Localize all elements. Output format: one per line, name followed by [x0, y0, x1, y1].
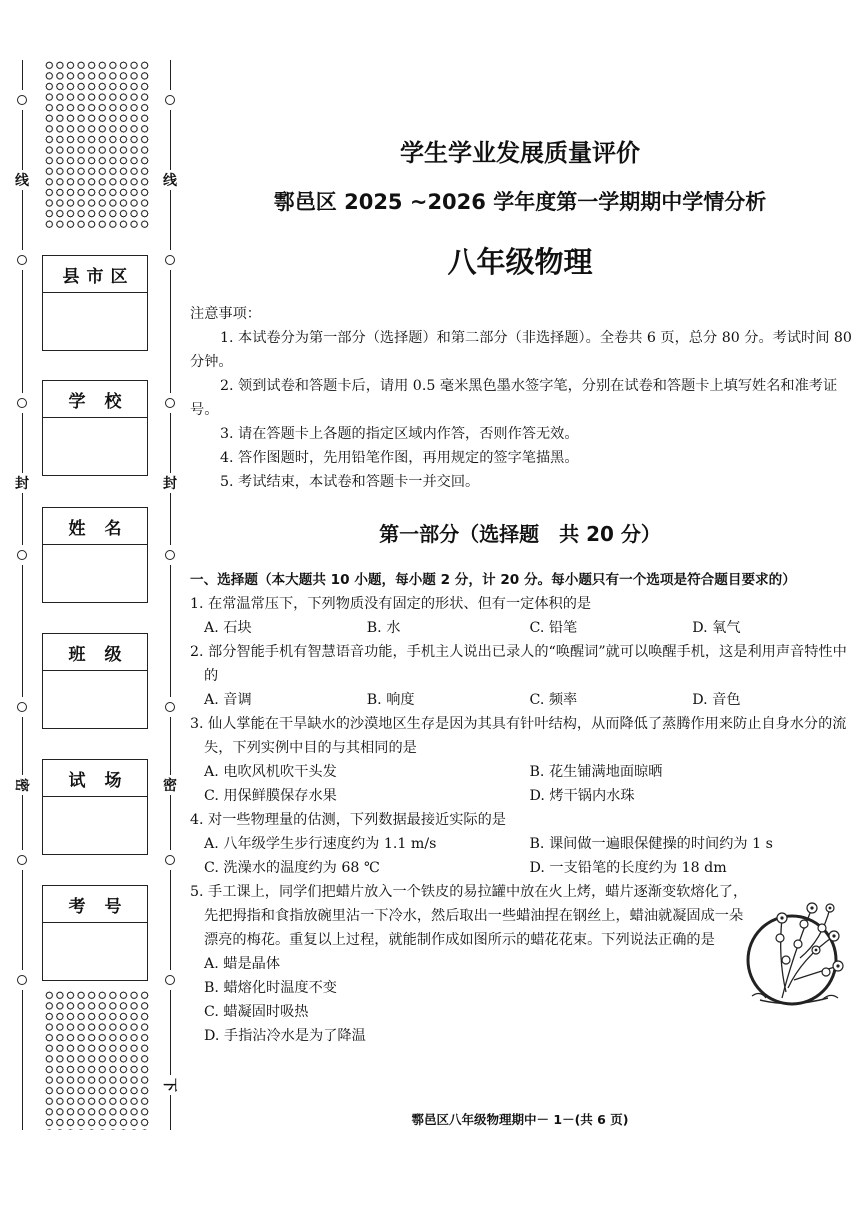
- option-a[interactable]: A. 八年级学生步行速度约为 1.1 m/s: [204, 836, 437, 852]
- binding-ring: [160, 545, 180, 565]
- question-1-stem: 1. 在常温常压下，下列物质没有固定的形状、但有一定体积的是: [190, 596, 592, 612]
- instructions: [190, 302, 855, 494]
- question-4-options-row1: [190, 832, 855, 856]
- option-b[interactable]: B. 响度: [366, 692, 415, 708]
- field-label-county-2: 市: [86, 266, 104, 287]
- binding-mark-secret-right: 密: [160, 775, 180, 795]
- option-b[interactable]: B. 蜡熔化时温度不变: [204, 980, 337, 996]
- instruction-item: 1. 本试卷分为第一部分（选择题）和第二部分（非选择题）。全卷共 6 页，总分 80 分。考试时间 80 分钟。: [190, 330, 852, 370]
- instruction-item: 5. 考试结束，本试卷和答题卡一并交回。: [220, 474, 480, 490]
- question-2-options: [190, 688, 855, 712]
- field-label-class-1: 班: [68, 644, 86, 665]
- subject-title: 八年级物理: [447, 245, 593, 279]
- option-d[interactable]: D. 一支铅笔的长度约为 18 dm: [529, 860, 727, 876]
- binding-ring: [160, 850, 180, 870]
- question-1-options: [190, 616, 855, 640]
- field-exam-number-box[interactable]: [42, 885, 148, 981]
- field-label-room-2: 场: [104, 770, 122, 791]
- field-label-school-2: 校: [104, 391, 122, 412]
- binding-mark-line-left: 线: [12, 170, 32, 190]
- field-label-county-1: 县: [62, 266, 80, 287]
- binding-mark-seal-right: 封: [160, 473, 180, 493]
- field-label-name-1: 姓: [68, 518, 86, 539]
- binding-ring: [12, 545, 32, 565]
- field-label-school-1: 学: [68, 391, 86, 412]
- binding-ring: [12, 697, 32, 717]
- wax-flower-bouquet-illustration: [742, 888, 857, 1013]
- option-a[interactable]: A. 石块: [204, 620, 252, 636]
- field-label-class-2: 级: [104, 644, 122, 665]
- option-d[interactable]: D. 氧气: [692, 620, 741, 636]
- binding-ring: [12, 970, 32, 990]
- question-4-stem: 4. 对一些物理量的估测，下列数据最接近实际的是: [190, 812, 506, 828]
- option-a[interactable]: A. 音调: [204, 692, 252, 708]
- binding-ring: [12, 90, 32, 110]
- question-3-options-row2: [190, 784, 855, 808]
- field-school-box[interactable]: [42, 380, 148, 476]
- field-label-name-2: 名: [104, 518, 122, 539]
- section-intro: 一、选择题（本大题共 10 小题，每小题 2 分，计 20 分。每小题只有一个选项是符合题目要求的）: [190, 572, 796, 588]
- option-c[interactable]: C. 洗澡水的温度约为 68 ℃: [204, 860, 380, 876]
- field-name-box[interactable]: [42, 507, 148, 603]
- option-b[interactable]: B. 水: [366, 620, 401, 636]
- binding-ring: [12, 393, 32, 413]
- section-title: 第一部分（选择题 共 20 分）: [379, 522, 661, 546]
- binding-mark-bottom: 下: [160, 1075, 180, 1095]
- binding-mark-line-right: 线: [160, 170, 180, 190]
- option-c[interactable]: C. 频率: [529, 692, 578, 708]
- option-d[interactable]: D. 烤干锅内水珠: [529, 788, 635, 804]
- question-3-options-row1: [190, 760, 855, 784]
- binding-ring: [160, 250, 180, 270]
- exam-series-title: 学生学业发展质量评价: [400, 139, 640, 167]
- page-footer: 鄠邑区八年级物理期中－ 1－(共 6 页): [411, 1112, 629, 1127]
- binding-ring: [160, 90, 180, 110]
- binding-ring: [160, 393, 180, 413]
- binding-ring: [160, 970, 180, 990]
- field-class-box[interactable]: [42, 633, 148, 729]
- option-c[interactable]: C. 用保鲜膜保存水果: [204, 788, 337, 804]
- field-label-county-3: 区: [110, 266, 128, 287]
- question-5-stem: 5. 手工课上，同学们把蜡片放入一个铁皮的易拉罐中放在火上烤，蜡片逐渐变软熔化了，先把拇指和食指放碗里沾一下冷水，然后取出一些蜡油捏在钢丝上，蜡油就凝固成一朵漂亮的梅花。重复以上过程，就能制作成如图所示的蜡花花束。下列说法正确的是: [190, 884, 748, 948]
- binding-dot-grid-top: [44, 60, 150, 230]
- instruction-item: 3. 请在答题卡上各题的指定区域内作答，否则作答无效。: [220, 426, 579, 442]
- field-label-room-1: 试: [68, 770, 86, 791]
- field-label-number-2: 号: [104, 896, 122, 917]
- option-d[interactable]: D. 音色: [692, 692, 741, 708]
- option-c[interactable]: C. 蜡凝固时吸热: [204, 1004, 309, 1020]
- binding-dot-grid-bottom: [44, 990, 150, 1130]
- question-4-options-row2: [190, 856, 855, 880]
- exam-term-title: 鄠邑区 2025 ~2026 学年度第一学期期中学情分析: [273, 190, 767, 214]
- option-a[interactable]: A. 电吹风机吹干头发: [204, 764, 337, 780]
- instructions-heading: 注意事项：: [190, 306, 261, 322]
- field-county-box[interactable]: [42, 255, 148, 351]
- binding-mark-secret-left: 密: [12, 775, 32, 795]
- option-d[interactable]: D. 手指沾冷水是为了降温: [204, 1028, 366, 1044]
- binding-mark-seal-left: 封: [12, 473, 32, 493]
- option-c[interactable]: C. 铅笔: [529, 620, 578, 636]
- binding-ring: [12, 250, 32, 270]
- instruction-item: 2. 领到试卷和答题卡后，请用 0.5 毫米黑色墨水签字笔，分别在试卷和答题卡上填写姓名和准考证号。: [190, 378, 838, 418]
- field-label-number-1: 考: [68, 896, 86, 917]
- option-a[interactable]: A. 蜡是晶体: [204, 956, 281, 972]
- instruction-item: 4. 答作图题时，先用铅笔作图，再用规定的签字笔描黑。: [220, 450, 579, 466]
- binding-ring: [12, 850, 32, 870]
- question-3-stem: 3. 仙人掌能在干旱缺水的沙漠地区生存是因为其具有针叶结构，从而降低了蒸腾作用来防止自身水分的流失，下列实例中目的与其相同的是: [190, 716, 847, 756]
- question-2-stem: 2. 部分智能手机有智慧语音功能，手机主人说出已录人的“唤醒词”就可以唤醒手机，这是利用声音特性中的: [190, 644, 847, 684]
- field-exam-room-box[interactable]: [42, 759, 148, 855]
- binding-ring: [160, 697, 180, 717]
- option-b[interactable]: B. 课间做一遍眼保健操的时间约为 1 s: [529, 836, 773, 852]
- option-b[interactable]: B. 花生铺满地面晾晒: [529, 764, 663, 780]
